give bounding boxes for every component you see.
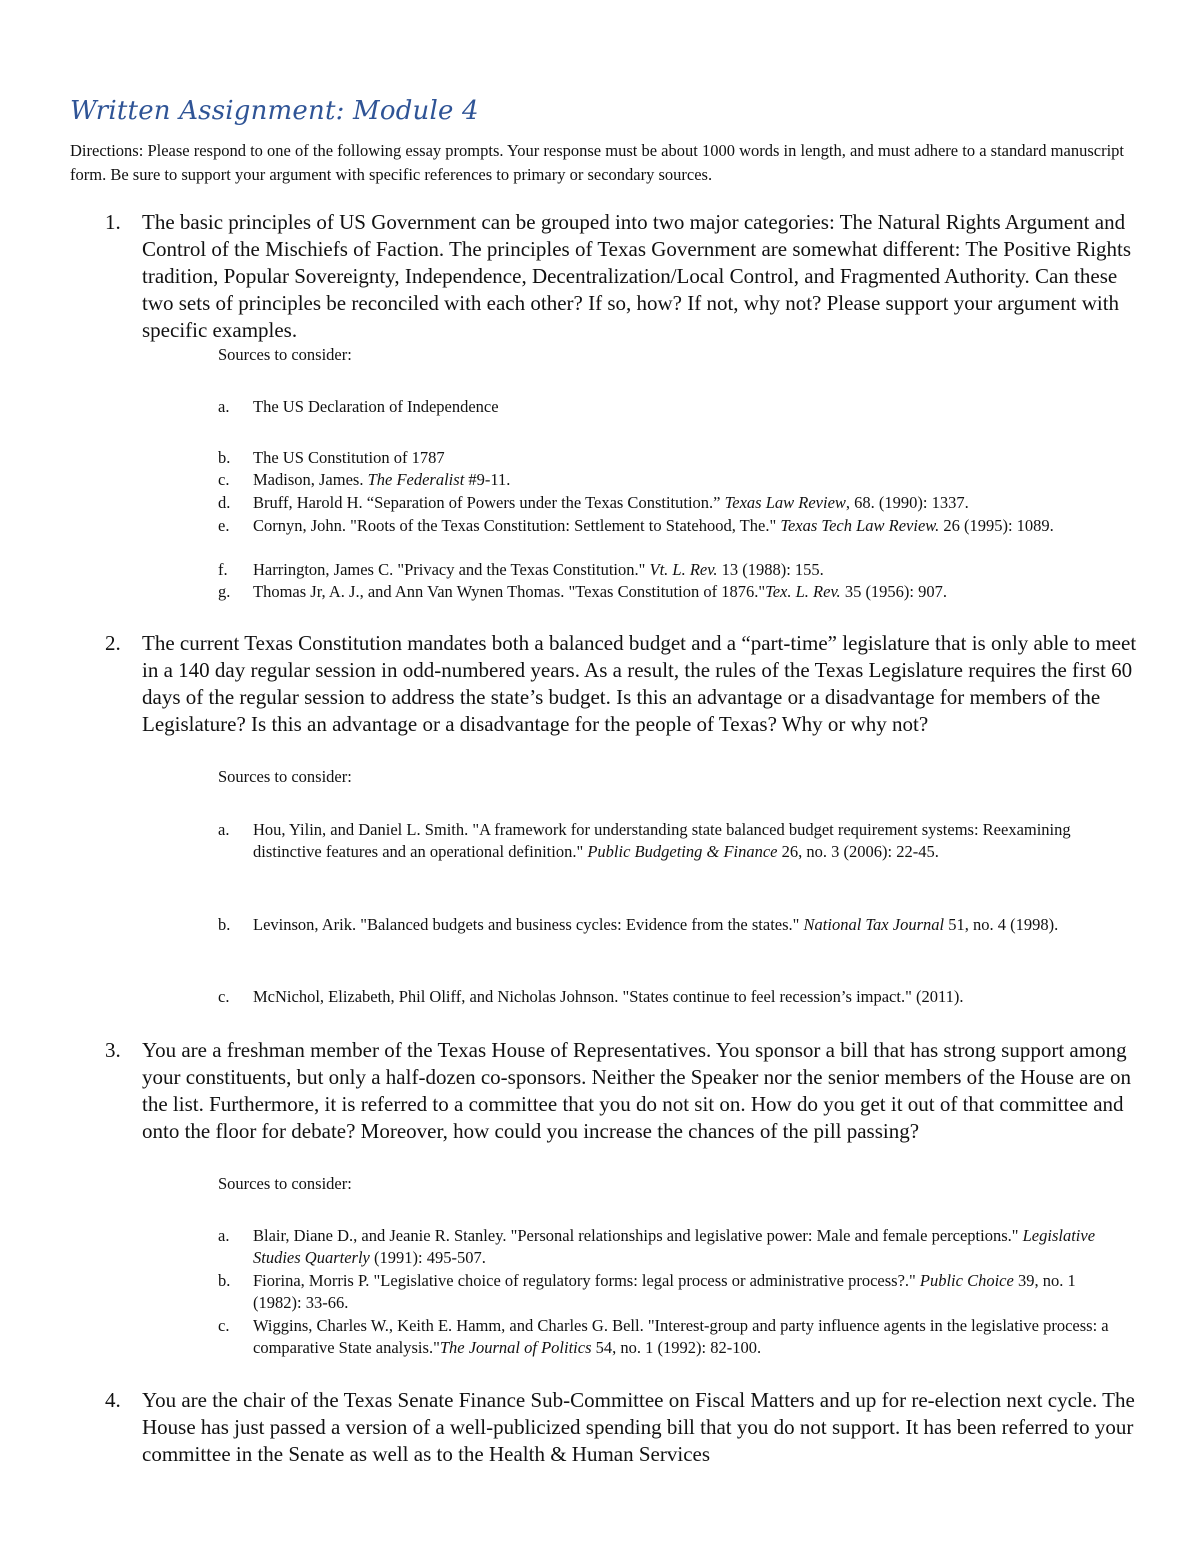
source-letter: g. [218, 582, 231, 601]
source-title-italic: Public Choice [919, 1271, 1014, 1290]
source-text: The US Constitution of 1787 [253, 448, 445, 467]
source-item [218, 914, 1118, 936]
source-item [218, 492, 1118, 514]
source-text: The US Declaration of Independence [253, 397, 499, 416]
question-text: You are the chair of the Texas Senate Finance Sub-Committee on Fiscal Matters and up for re-election next cycle. The House has just passed a version of a well-publicized spending bill that you do not support. It has been referred to your committee in the Senate as well as to the Health & Human Services [142, 1388, 1135, 1466]
sources-label: Sources to consider: [218, 767, 352, 786]
source-letter: d. [218, 493, 231, 512]
source-item [218, 447, 1118, 469]
source-text-tail: 35 (1956): 907. [840, 582, 948, 601]
source-item [218, 559, 1118, 581]
source-letter: c. [218, 987, 230, 1006]
source-title-italic: Vt. L. Rev. [649, 560, 718, 579]
source-text-tail: 13 (1988): 155. [717, 560, 824, 579]
source-item [218, 515, 1118, 537]
source-item [218, 1225, 1118, 1269]
question-1 [105, 209, 1140, 344]
question-text: The basic principles of US Government can be grouped into two major categories: The Natural Rights Argument and Control of the Mischiefs of Faction. The principles of Texas Government are somewhat different: The Positive Rights tradition, Popular Sovereignty, Independence, Decentralization/Local Control, and Fragmented Authority. Can these two sets of principles be reconciled with each other? If so, how? If not, why not? Please support your argument with specific examples. [142, 210, 1132, 342]
source-item [218, 581, 1118, 603]
question-2 [105, 630, 1140, 738]
source-text-tail: 54, no. 1 (1992): 82-100. [591, 1338, 762, 1357]
source-title-italic: Texas Law Review [724, 493, 846, 512]
source-letter: f. [218, 560, 228, 579]
source-letter: b. [218, 915, 231, 934]
source-item [218, 1270, 1118, 1314]
source-text-tail: 26, no. 3 (2006): 22-45. [777, 842, 939, 861]
source-text-tail: (1991): 495-507. [369, 1248, 486, 1267]
source-text: Blair, Diane D., and Jeanie R. Stanley. "Personal relationships and legislative power: Male and female perceptions." [253, 1226, 1023, 1245]
source-text: Levinson, Arik. "Balanced budgets and business cycles: Evidence from the states." [253, 915, 804, 934]
question-4 [105, 1387, 1140, 1468]
source-text: Harrington, James C. "Privacy and the Texas Constitution." [253, 560, 650, 579]
source-text: Wiggins, Charles W., Keith E. Hamm, and Charles G. Bell. "Interest-group and party influence agents in the legislative process: a comparative State analysis." [253, 1316, 1109, 1357]
source-text: Hou, Yilin, and Daniel L. Smith. "A framework for understanding state balanced budget requirement systems: Reexamining distinctive features and an operational definition." [253, 820, 1071, 861]
source-text: Madison, James. [253, 470, 368, 489]
source-text: Thomas Jr, A. J., and Ann Van Wynen Thomas. "Texas Constitution of 1876." [253, 582, 766, 601]
source-text-tail: 39, no. 1 (1982): 33-66. [253, 1271, 1076, 1312]
source-item [218, 819, 1118, 863]
source-title-italic: Legislative Studies Quarterly [253, 1226, 1096, 1267]
source-letter: b. [218, 1271, 231, 1290]
sources-label: Sources to consider: [218, 345, 352, 364]
source-item [218, 396, 1118, 418]
source-text: Fiorina, Morris P. "Legislative choice of regulatory forms: legal process or administrative process?." [253, 1271, 920, 1290]
directions-text: Directions: Please respond to one of the following essay prompts. Your response must be about 1000 words in length, and must adhere to a standard manuscript form. Be sure to support your argument with specific references to primary or secondary sources. [70, 141, 1124, 184]
source-text: Cornyn, John. "Roots of the Texas Constitution: Settlement to Statehood, The." [253, 516, 781, 535]
source-text-tail: 51, no. 4 (1998). [944, 915, 1059, 934]
source-item [218, 469, 1118, 491]
source-title-italic: The Journal of Politics [439, 1338, 592, 1357]
source-letter: b. [218, 448, 231, 467]
source-item [218, 986, 1118, 1008]
source-title-italic: National Tax Journal [803, 915, 945, 934]
source-text: McNichol, Elizabeth, Phil Oliff, and Nicholas Johnson. "States continue to feel recession’s impact." (2011). [253, 987, 964, 1006]
source-title-italic: Public Budgeting & Finance [587, 842, 778, 861]
source-letter: e. [218, 516, 230, 535]
question-number: 2. [105, 631, 121, 655]
source-letter: c. [218, 470, 230, 489]
question-number: 3. [105, 1038, 121, 1062]
question-text: You are a freshman member of the Texas House of Representatives. You sponsor a bill that has strong support among your constituents, but only a half-dozen co-sponsors. Neither the Speaker nor the senior members of the House are on the list. Furthermore, it is referred to a committee that you do not sit on. How do you get it out of that committee and onto the floor for debate? Moreover, how could you increase the chances of the pill passing? [142, 1038, 1132, 1143]
source-title-italic: The Federalist [367, 470, 465, 489]
source-item [218, 1315, 1118, 1359]
source-letter: a. [218, 820, 230, 839]
question-3 [105, 1037, 1140, 1145]
source-text-tail: #9-11. [464, 470, 511, 489]
page-title: Written Assignment: Module 4 [70, 96, 479, 126]
source-letter: a. [218, 1226, 230, 1245]
question-number: 1. [105, 210, 121, 234]
source-text-tail: 26 (1995): 1089. [939, 516, 1054, 535]
source-letter: c. [218, 1316, 230, 1335]
source-text-tail: , 68. (1990): 1337. [845, 493, 969, 512]
question-text: The current Texas Constitution mandates both a balanced budget and a “part-time” legislature that is only able to meet in a 140 day regular session in odd-numbered years. As a result, the rules of the Texas Legislature requires the first 60 days of the regular session to address the state’s budget. Is this an advantage or a disadvantage for members of the Legislature? Is this an advantage or a disadvantage for the people of Texas? Why or why not? [142, 631, 1137, 736]
source-text: Bruff, Harold H. “Separation of Powers under the Texas Constitution.” [253, 493, 725, 512]
question-number: 4. [105, 1388, 121, 1412]
sources-label: Sources to consider: [218, 1174, 352, 1193]
source-title-italic: Texas Tech Law Review. [780, 516, 940, 535]
source-title-italic: Tex. L. Rev. [765, 582, 841, 601]
source-letter: a. [218, 397, 230, 416]
